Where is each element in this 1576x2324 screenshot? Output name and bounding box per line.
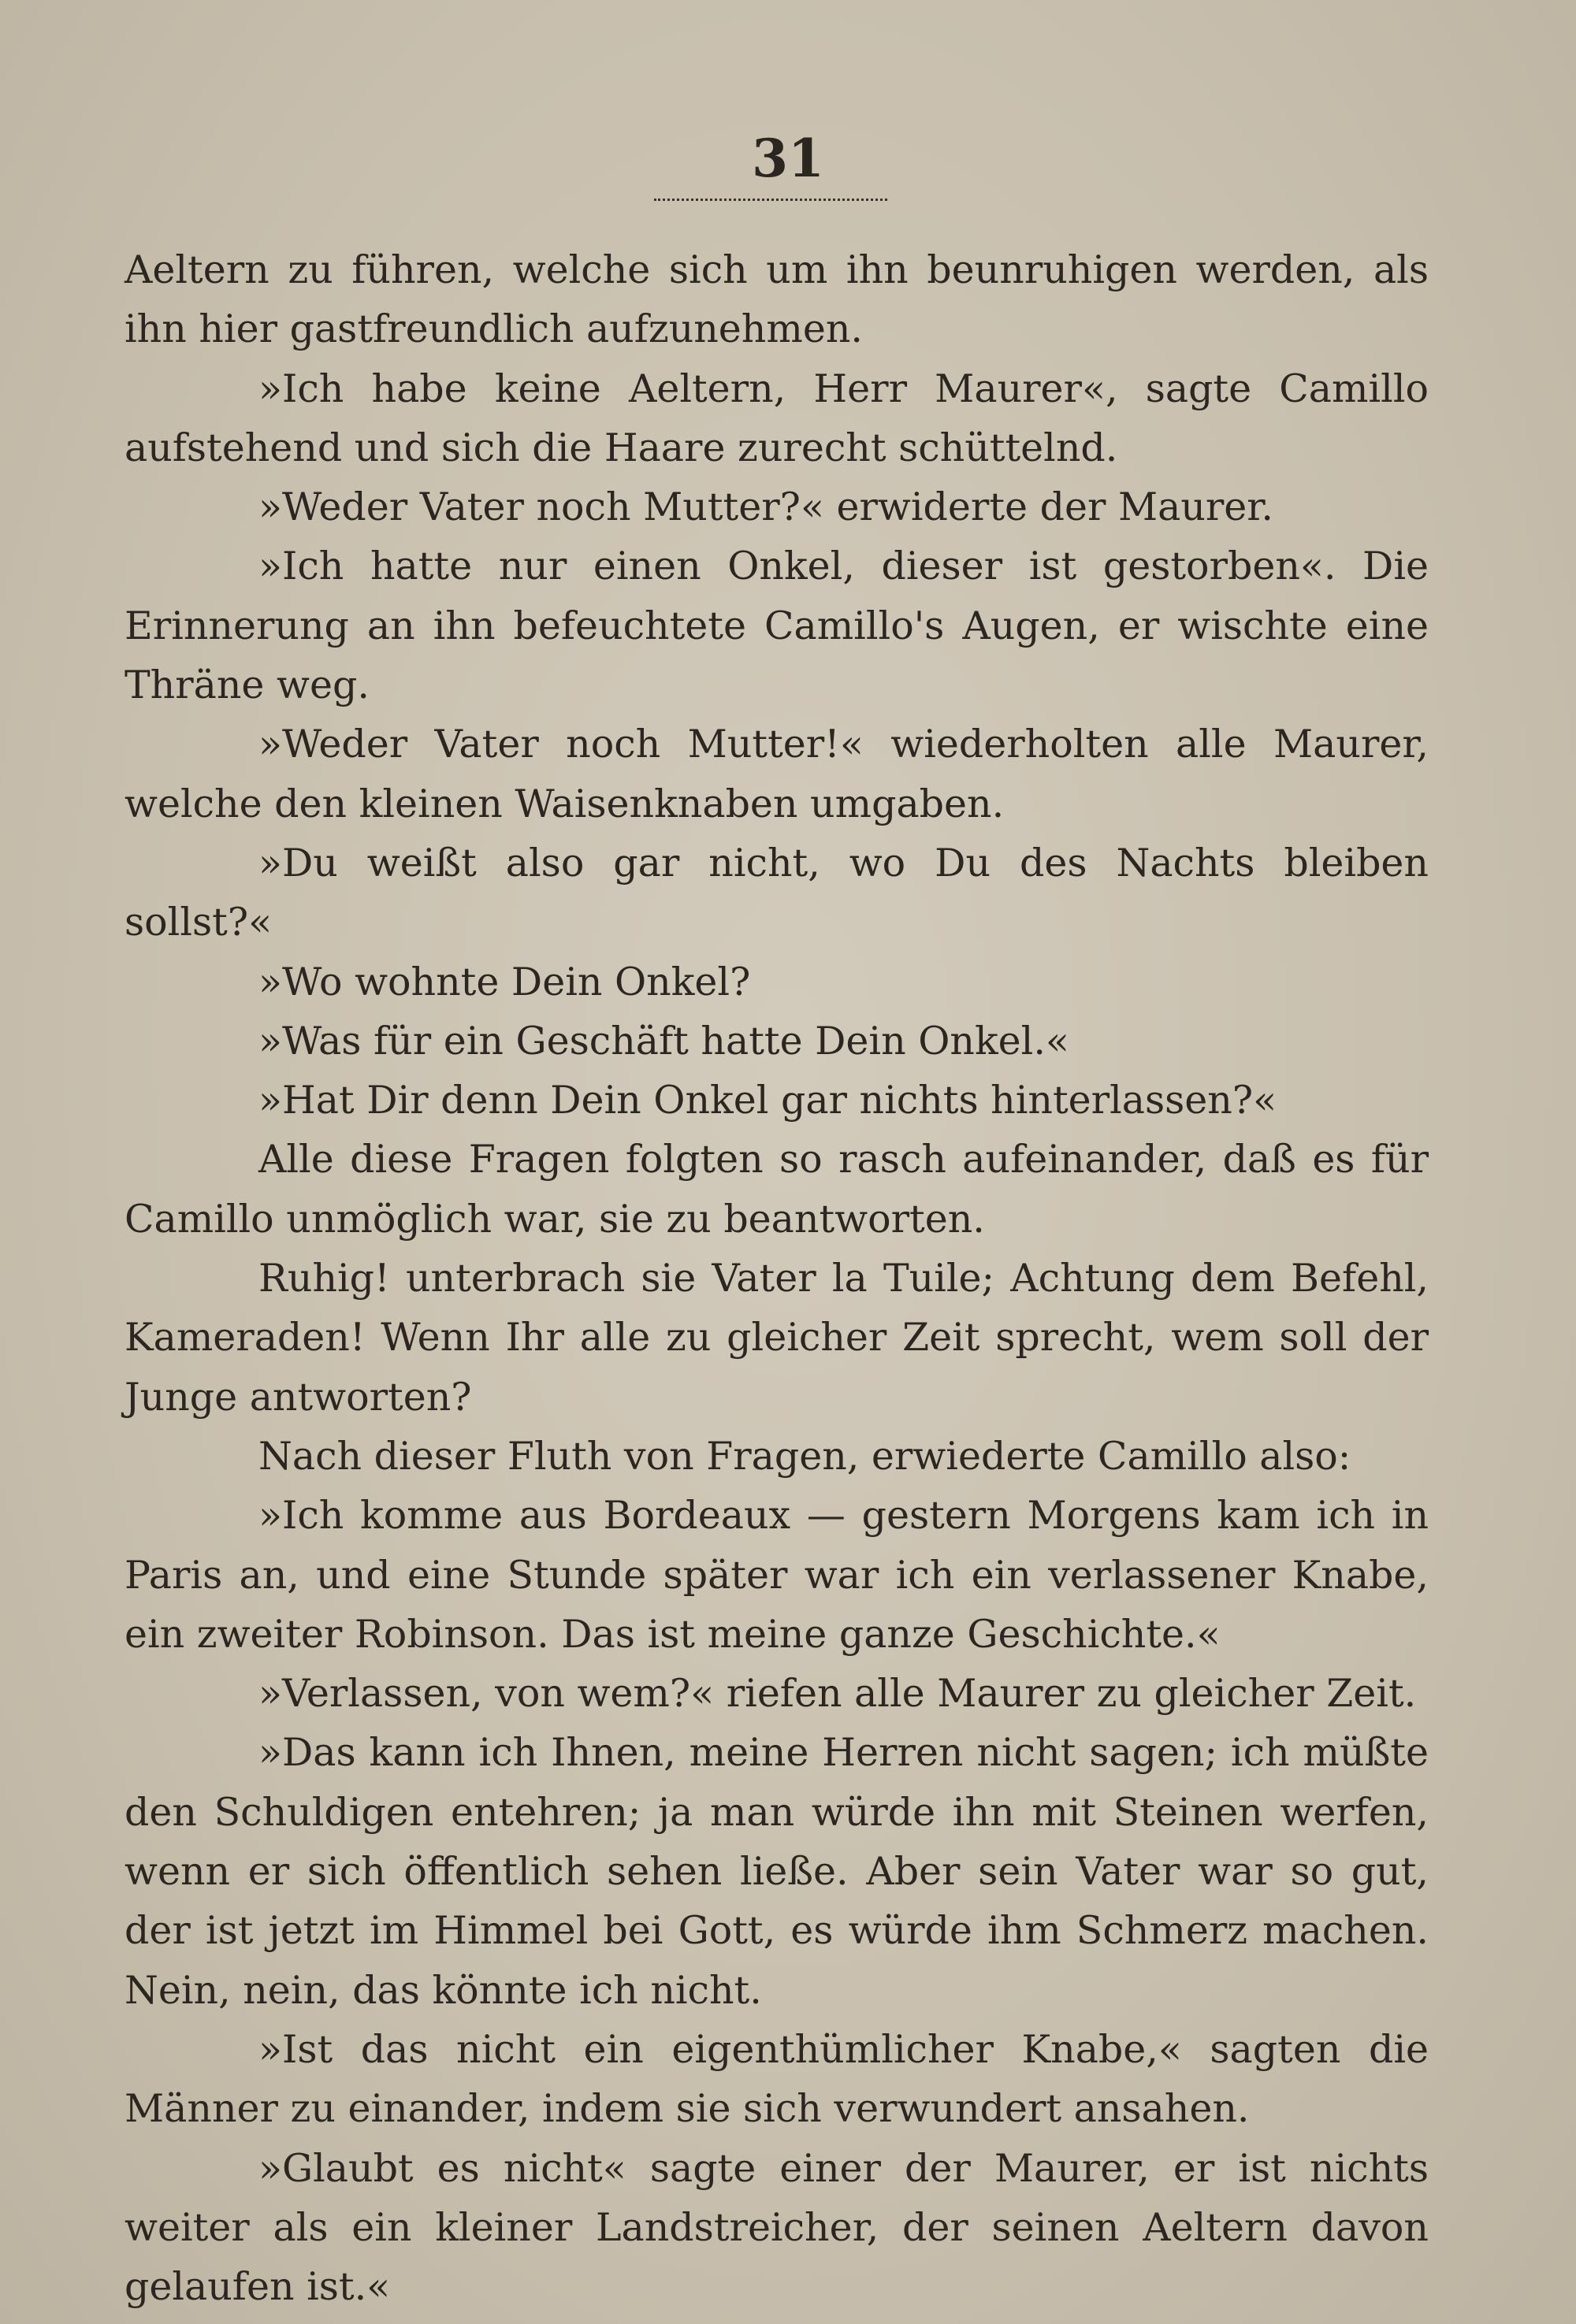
paragraph: »Weder Vater noch Mutter!« wiederholten alle Maurer, welche den kleinen Waisenknaben umgaben. (125, 722, 1429, 826)
header-dotted-rule (654, 199, 887, 201)
paragraph: »Verlassen, von wem?« riefen alle Maurer zu gleicher Zeit. (258, 1671, 1417, 1717)
paragraph: Aeltern zu führen, welche sich um ihn beunruhigen werden, als ihn hier gastfreundlich aufzunehmen. (125, 247, 1429, 352)
paragraph: »Weder Vater noch Mutter?« erwiderte der Maurer. (258, 484, 1273, 530)
paragraph: Nach dieser Fluth von Fragen, erwiederte Camillo also: (258, 1433, 1351, 1479)
paragraph: »Hat Dir denn Dein Onkel gar nichts hinterlassen?« (258, 1078, 1277, 1123)
paragraph: Alle diese Fragen folgten so rasch aufeinander, daß es für Camillo unmöglich war, sie zu beantworten. (125, 1137, 1429, 1242)
body-text (125, 240, 1429, 2316)
page-number: 31 (752, 128, 824, 189)
paragraph: »Ich komme aus Bordeaux — gestern Morgens kam ich in Paris an, und eine Stunde später war ich ein verlassener Knabe, ein zweiter Robinson. Das ist meine ganze Geschichte.« (125, 1493, 1429, 1657)
paragraph: »Das kann ich Ihnen, meine Herren nicht sagen; ich müßte den Schuldigen entehren; ja man würde ihn mit Steinen werfen, wenn er sich öffentlich sehen ließe. Aber sein Vater war so gut, der ist jetzt im Himmel bei Gott, es würde ihm Schmerz machen. Nein, nein, das könnte ich nicht. (125, 1730, 1429, 2013)
paragraph: »Du weißt also gar nicht, wo Du des Nachts bleiben sollst?« (125, 840, 1429, 945)
paragraph: »Ich hatte nur einen Onkel, dieser ist gestorben«. Die Erinnerung an ihn befeuchtete Camillo's Augen, er wischte eine Thräne weg. (125, 544, 1429, 708)
paragraph: Ruhig! unterbrach sie Vater la Tuile; Achtung dem Befehl, Kameraden! Wenn Ihr alle zu gleicher Zeit sprecht, wem soll der Junge antworten? (125, 1256, 1429, 1420)
paragraph: »Glaubt es nicht« sagte einer der Maurer, er ist nichts weiter als ein kleiner Landstreicher, der seinen Aeltern davon gelaufen ist.« (125, 2145, 1429, 2310)
paragraph: »Wo wohnte Dein Onkel? (258, 959, 751, 1004)
paragraph: »Ich habe keine Aeltern, Herr Maurer«, sagte Camillo aufstehend und sich die Haare zurecht schüttelnd. (125, 366, 1429, 470)
paragraph: »Ist das nicht ein eigenthümlicher Knabe,« sagten die Männer zu einander, indem sie sich verwundert ansahen. (125, 2026, 1429, 2132)
paragraph: »Was für ein Geschäft hatte Dein Onkel.« (258, 1018, 1069, 1064)
